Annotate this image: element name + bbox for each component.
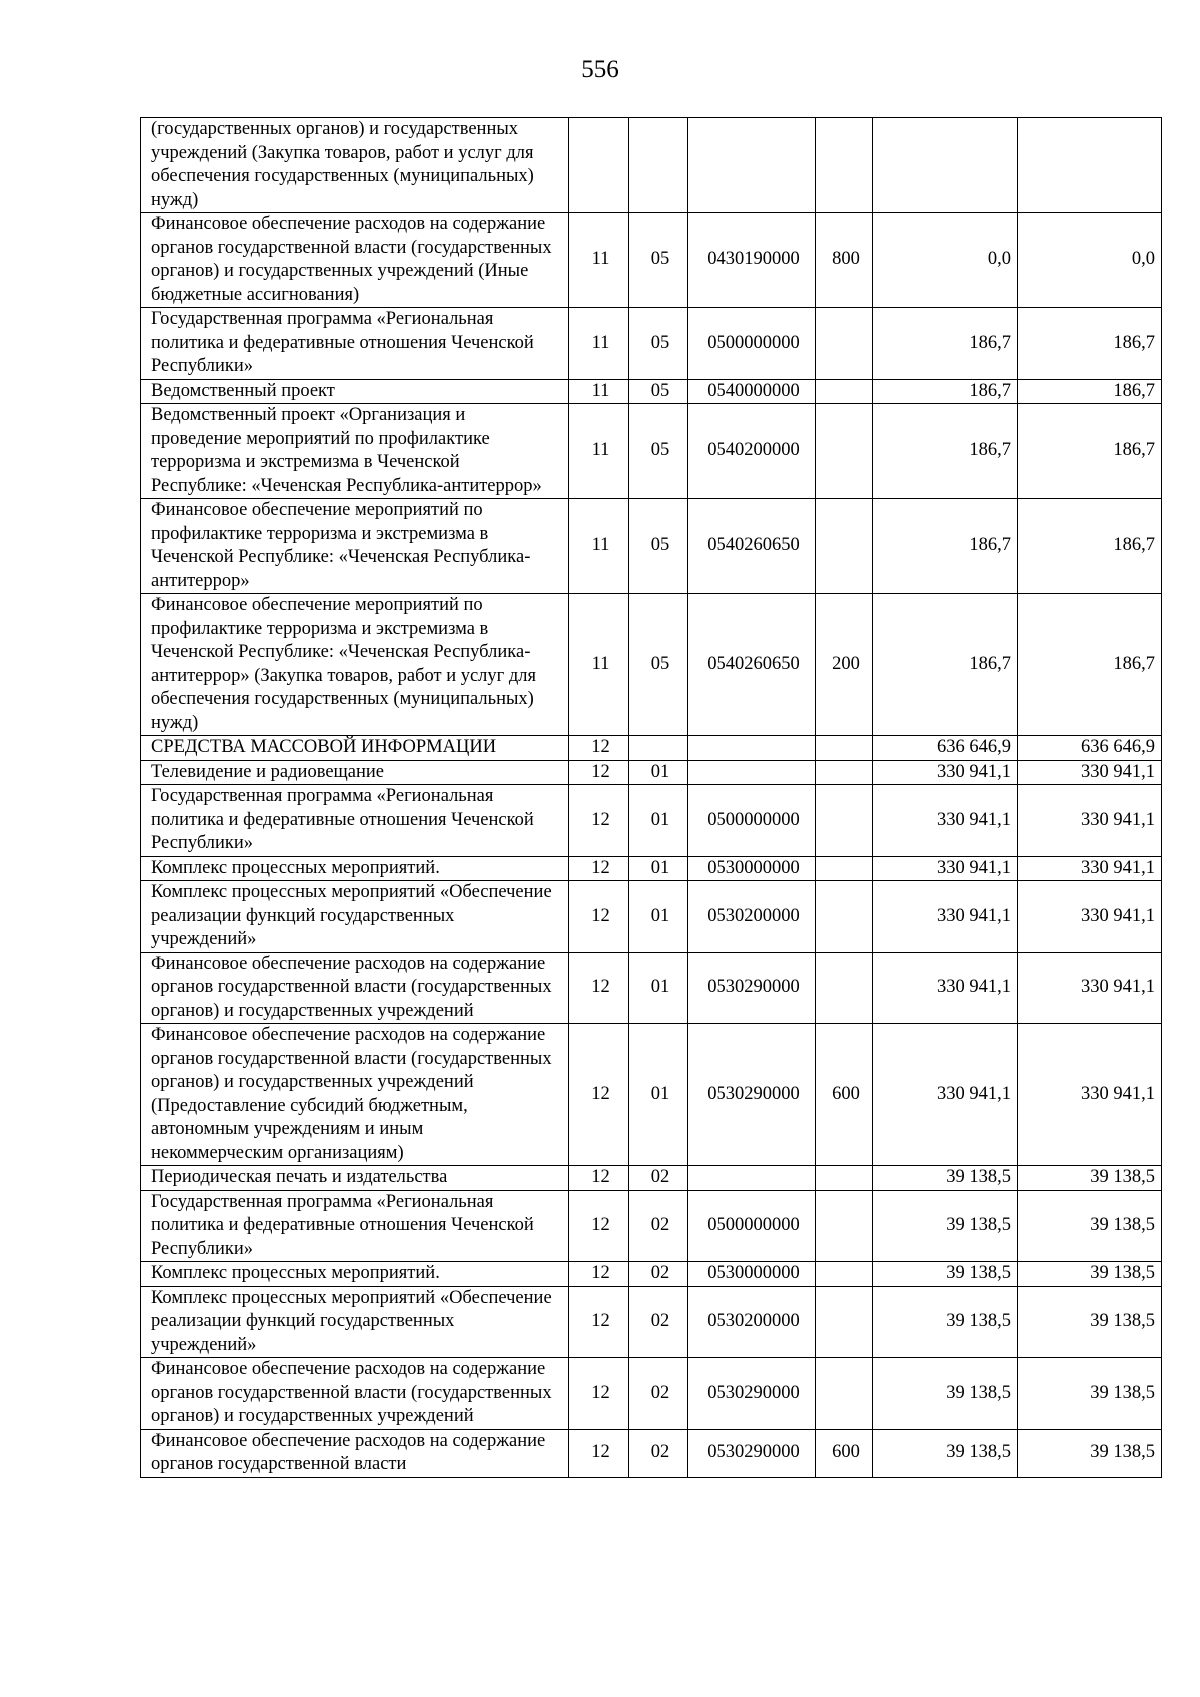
row-target-article-code: 0530290000 — [688, 1429, 816, 1477]
row-description: Финансовое обеспечение мероприятий по профилактике терроризма и экстремизма в Чеченской Республике: «Чеченская Республика-антитеррор» (Закупка товаров, работ и услуг для обеспечения государственных (муниципальных) нужд) — [141, 594, 569, 736]
row-subsection-code: 01 — [629, 785, 688, 857]
table-row — [141, 1024, 1162, 1166]
row-target-article-code: 0500000000 — [688, 785, 816, 857]
row-amount-year-1: 186,7 — [873, 499, 1018, 594]
row-amount-year-1: 330 941,1 — [873, 760, 1018, 785]
table-row — [141, 1429, 1162, 1477]
row-subsection-code: 01 — [629, 881, 688, 953]
row-section-code: 12 — [569, 1286, 629, 1358]
row-target-article-code — [688, 760, 816, 785]
row-subsection-code: 01 — [629, 1024, 688, 1166]
budget-table — [140, 117, 1162, 1478]
row-expense-type-code — [816, 1262, 873, 1287]
table-row — [141, 881, 1162, 953]
row-expense-type-code — [816, 379, 873, 404]
row-target-article-code: 0530000000 — [688, 856, 816, 881]
row-description: Финансовое обеспечение расходов на содержание органов государственной власти (государственных органов) и государственных учреждений — [141, 1358, 569, 1430]
row-description: Комплекс процессных мероприятий «Обеспечение реализации функций государственных учреждений» — [141, 1286, 569, 1358]
table-row — [141, 952, 1162, 1024]
row-description: Государственная программа «Региональная политика и федеративные отношения Чеченской Республики» — [141, 308, 569, 380]
row-expense-type-code — [816, 308, 873, 380]
row-amount-year-1: 330 941,1 — [873, 785, 1018, 857]
row-subsection-code — [629, 736, 688, 761]
row-amount-year-1: 39 138,5 — [873, 1358, 1018, 1430]
row-description: Финансовое обеспечение расходов на содержание органов государственной власти (государственных органов) и государственных учреждений (Предоставление субсидий бюджетным, автономным учреждениям и иным некоммерческим организациям) — [141, 1024, 569, 1166]
row-description: Финансовое обеспечение расходов на содержание органов государственной власти (государственных органов) и государственных учреждений — [141, 952, 569, 1024]
row-description: Комплекс процессных мероприятий. — [141, 1262, 569, 1287]
table-row — [141, 1190, 1162, 1262]
row-amount-year-1: 39 138,5 — [873, 1429, 1018, 1477]
table-row — [141, 856, 1162, 881]
row-section-code: 11 — [569, 404, 629, 499]
row-amount-year-2: 330 941,1 — [1018, 760, 1162, 785]
row-amount-year-2: 39 138,5 — [1018, 1190, 1162, 1262]
row-expense-type-code — [816, 856, 873, 881]
row-amount-year-1: 330 941,1 — [873, 881, 1018, 953]
row-description: Комплекс процессных мероприятий. — [141, 856, 569, 881]
row-expense-type-code — [816, 404, 873, 499]
row-section-code: 12 — [569, 1262, 629, 1287]
row-target-article-code: 0540200000 — [688, 404, 816, 499]
row-target-article-code: 0500000000 — [688, 1190, 816, 1262]
table-row — [141, 379, 1162, 404]
row-description: Комплекс процессных мероприятий «Обеспечение реализации функций государственных учреждений» — [141, 881, 569, 953]
row-expense-type-code: 600 — [816, 1024, 873, 1166]
row-expense-type-code — [816, 785, 873, 857]
row-amount-year-2: 636 646,9 — [1018, 736, 1162, 761]
row-expense-type-code — [816, 760, 873, 785]
row-amount-year-1: 39 138,5 — [873, 1286, 1018, 1358]
row-subsection-code: 02 — [629, 1358, 688, 1430]
row-amount-year-1: 0,0 — [873, 213, 1018, 308]
row-subsection-code: 05 — [629, 308, 688, 380]
row-amount-year-1 — [873, 118, 1018, 213]
row-amount-year-2: 186,7 — [1018, 594, 1162, 736]
row-target-article-code: 0530290000 — [688, 1358, 816, 1430]
row-target-article-code: 0530000000 — [688, 1262, 816, 1287]
row-amount-year-2: 39 138,5 — [1018, 1166, 1162, 1191]
row-expense-type-code — [816, 1286, 873, 1358]
row-amount-year-2: 330 941,1 — [1018, 785, 1162, 857]
row-amount-year-2: 186,7 — [1018, 379, 1162, 404]
table-row — [141, 785, 1162, 857]
table-row — [141, 736, 1162, 761]
row-section-code: 11 — [569, 379, 629, 404]
row-description: Финансовое обеспечение расходов на содержание органов государственной власти — [141, 1429, 569, 1477]
row-section-code: 12 — [569, 760, 629, 785]
row-section-code: 12 — [569, 1024, 629, 1166]
row-subsection-code: 05 — [629, 499, 688, 594]
row-subsection-code: 02 — [629, 1262, 688, 1287]
row-description: Финансовое обеспечение расходов на содержание органов государственной власти (государственных органов) и государственных учреждений (Иные бюджетные ассигнования) — [141, 213, 569, 308]
row-section-code: 11 — [569, 594, 629, 736]
table-row — [141, 308, 1162, 380]
row-section-code: 12 — [569, 1429, 629, 1477]
row-target-article-code — [688, 118, 816, 213]
row-subsection-code: 01 — [629, 952, 688, 1024]
row-target-article-code — [688, 1166, 816, 1191]
row-amount-year-1: 330 941,1 — [873, 1024, 1018, 1166]
table-row — [141, 404, 1162, 499]
table-row — [141, 1166, 1162, 1191]
row-subsection-code: 05 — [629, 594, 688, 736]
row-subsection-code: 02 — [629, 1190, 688, 1262]
row-amount-year-1: 186,7 — [873, 379, 1018, 404]
row-amount-year-2: 330 941,1 — [1018, 952, 1162, 1024]
row-target-article-code: 0530290000 — [688, 1024, 816, 1166]
row-expense-type-code — [816, 952, 873, 1024]
row-subsection-code: 05 — [629, 213, 688, 308]
row-section-code: 12 — [569, 881, 629, 953]
row-expense-type-code: 800 — [816, 213, 873, 308]
row-subsection-code: 02 — [629, 1286, 688, 1358]
row-amount-year-1: 330 941,1 — [873, 856, 1018, 881]
row-amount-year-1: 186,7 — [873, 404, 1018, 499]
row-expense-type-code — [816, 1190, 873, 1262]
row-expense-type-code: 200 — [816, 594, 873, 736]
row-description: Государственная программа «Региональная политика и федеративные отношения Чеченской Республики» — [141, 785, 569, 857]
row-description: Телевидение и радиовещание — [141, 760, 569, 785]
row-amount-year-2: 39 138,5 — [1018, 1429, 1162, 1477]
row-subsection-code: 02 — [629, 1166, 688, 1191]
row-section-code: 12 — [569, 736, 629, 761]
row-expense-type-code — [816, 881, 873, 953]
table-row — [141, 1358, 1162, 1430]
row-description: Финансовое обеспечение мероприятий по профилактике терроризма и экстремизма в Чеченской Республике: «Чеченская Республика-антитеррор» — [141, 499, 569, 594]
row-target-article-code: 0530200000 — [688, 881, 816, 953]
row-subsection-code — [629, 118, 688, 213]
row-amount-year-2 — [1018, 118, 1162, 213]
row-amount-year-2: 39 138,5 — [1018, 1286, 1162, 1358]
row-subsection-code: 05 — [629, 404, 688, 499]
row-section-code: 11 — [569, 499, 629, 594]
row-target-article-code: 0540000000 — [688, 379, 816, 404]
row-amount-year-1: 39 138,5 — [873, 1262, 1018, 1287]
row-amount-year-2: 39 138,5 — [1018, 1358, 1162, 1430]
row-target-article-code: 0500000000 — [688, 308, 816, 380]
row-section-code: 11 — [569, 308, 629, 380]
row-subsection-code: 01 — [629, 856, 688, 881]
table-row — [141, 118, 1162, 213]
row-amount-year-1: 636 646,9 — [873, 736, 1018, 761]
row-amount-year-2: 330 941,1 — [1018, 1024, 1162, 1166]
row-expense-type-code — [816, 736, 873, 761]
table-row — [141, 1262, 1162, 1287]
table-row — [141, 594, 1162, 736]
row-section-code: 12 — [569, 1166, 629, 1191]
table-row — [141, 760, 1162, 785]
table-row — [141, 213, 1162, 308]
row-amount-year-1: 330 941,1 — [873, 952, 1018, 1024]
row-expense-type-code — [816, 1358, 873, 1430]
row-target-article-code: 0540260650 — [688, 499, 816, 594]
row-description: Ведомственный проект «Организация и проведение мероприятий по профилактике терроризма и экстремизма в Чеченской Республике: «Чеченская Республика-антитеррор» — [141, 404, 569, 499]
row-amount-year-2: 39 138,5 — [1018, 1262, 1162, 1287]
row-amount-year-2: 330 941,1 — [1018, 856, 1162, 881]
row-target-article-code: 0530200000 — [688, 1286, 816, 1358]
row-target-article-code — [688, 736, 816, 761]
page-number: 556 — [581, 56, 619, 83]
row-section-code: 12 — [569, 952, 629, 1024]
row-target-article-code: 0430190000 — [688, 213, 816, 308]
row-subsection-code: 05 — [629, 379, 688, 404]
row-amount-year-1: 186,7 — [873, 594, 1018, 736]
row-section-code: 11 — [569, 213, 629, 308]
row-amount-year-1: 39 138,5 — [873, 1166, 1018, 1191]
row-section-code: 12 — [569, 1358, 629, 1430]
row-amount-year-2: 0,0 — [1018, 213, 1162, 308]
row-description: (государственных органов) и государственных учреждений (Закупка товаров, работ и услуг для обеспечения государственных (муниципальных) нужд) — [141, 118, 569, 213]
table-row — [141, 1286, 1162, 1358]
row-amount-year-1: 39 138,5 — [873, 1190, 1018, 1262]
row-description: Ведомственный проект — [141, 379, 569, 404]
row-expense-type-code: 600 — [816, 1429, 873, 1477]
row-amount-year-2: 186,7 — [1018, 308, 1162, 380]
row-section-code: 12 — [569, 856, 629, 881]
row-target-article-code: 0540260650 — [688, 594, 816, 736]
row-section-code: 12 — [569, 1190, 629, 1262]
row-description: СРЕДСТВА МАССОВОЙ ИНФОРМАЦИИ — [141, 736, 569, 761]
row-subsection-code: 02 — [629, 1429, 688, 1477]
row-amount-year-2: 186,7 — [1018, 499, 1162, 594]
row-amount-year-2: 186,7 — [1018, 404, 1162, 499]
row-expense-type-code — [816, 499, 873, 594]
row-subsection-code: 01 — [629, 760, 688, 785]
row-expense-type-code — [816, 1166, 873, 1191]
row-target-article-code: 0530290000 — [688, 952, 816, 1024]
row-amount-year-1: 186,7 — [873, 308, 1018, 380]
row-expense-type-code — [816, 118, 873, 213]
row-description: Государственная программа «Региональная политика и федеративные отношения Чеченской Республики» — [141, 1190, 569, 1262]
row-amount-year-2: 330 941,1 — [1018, 881, 1162, 953]
table-row — [141, 499, 1162, 594]
row-section-code — [569, 118, 629, 213]
row-section-code: 12 — [569, 785, 629, 857]
row-description: Периодическая печать и издательства — [141, 1166, 569, 1191]
